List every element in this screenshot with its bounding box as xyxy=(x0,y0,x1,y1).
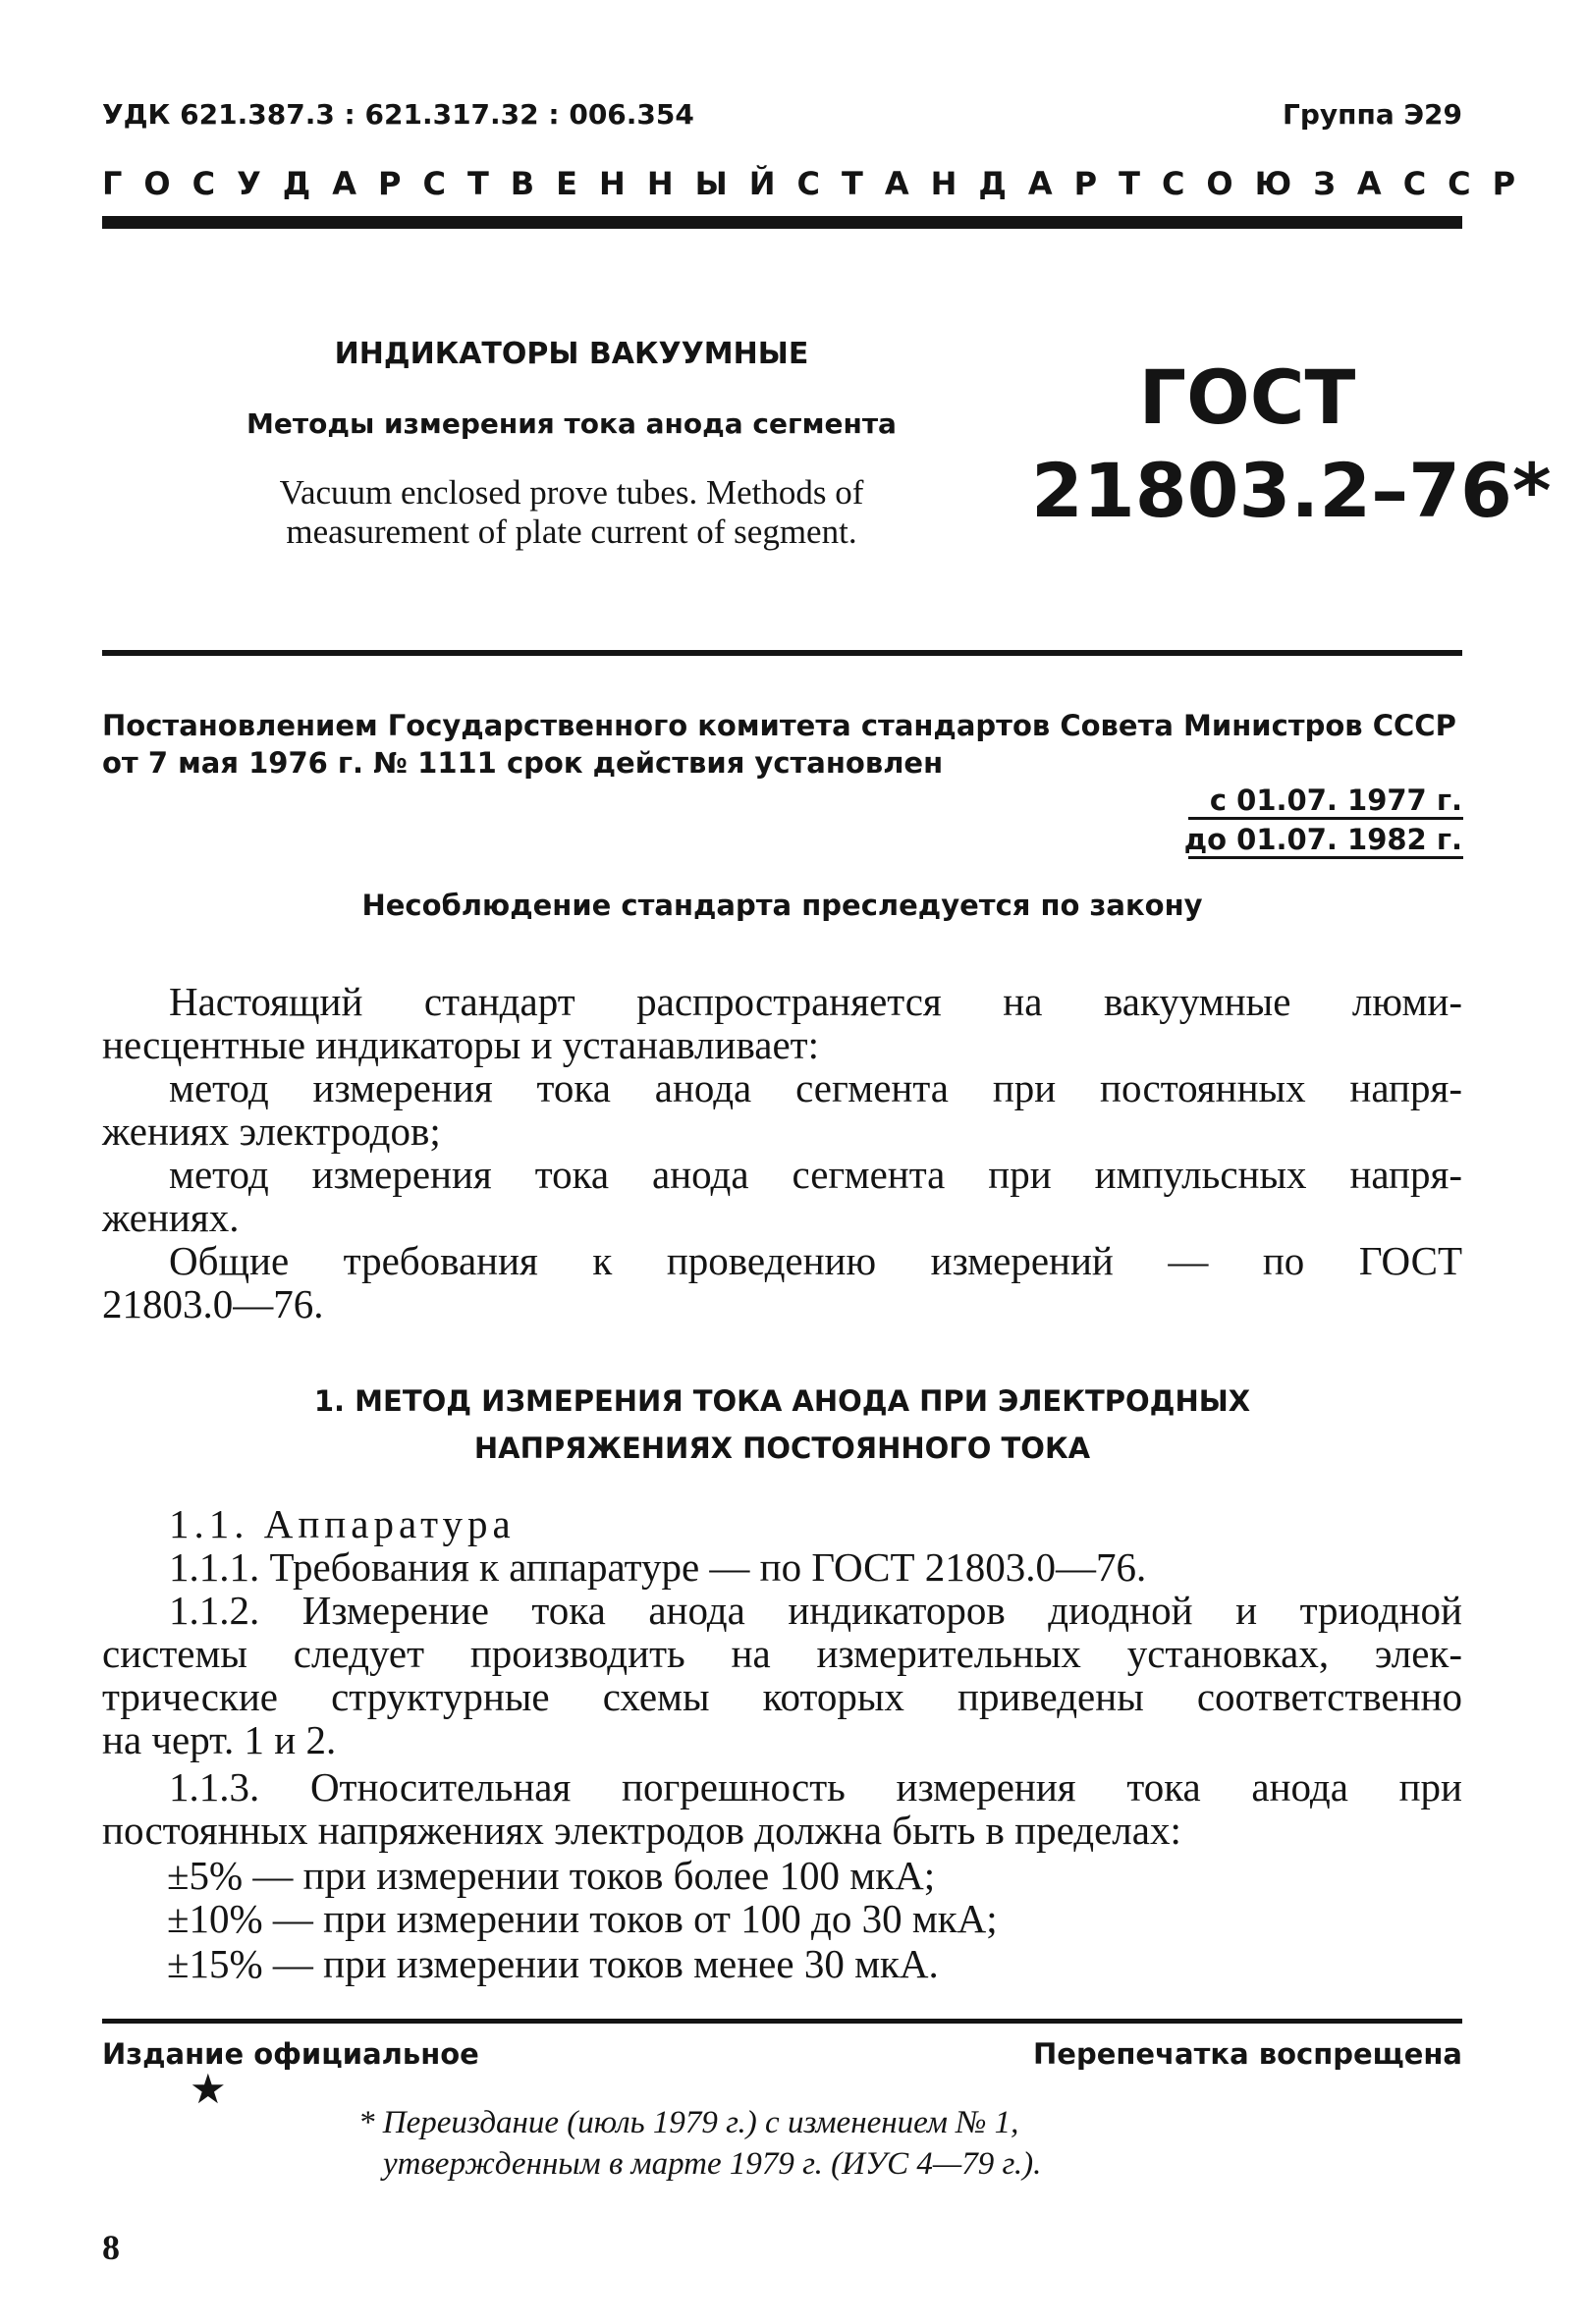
tolerance-item-3: ±15% — при измерении токов менее 30 мкА. xyxy=(167,1941,939,1986)
bottom-divider xyxy=(102,2019,1462,2024)
law-notice: Несоблюдение стандарта преследуется по закону xyxy=(361,889,1203,922)
state-standard-banner xyxy=(102,165,1538,202)
intro-line-4: жениях электродов; xyxy=(102,1108,441,1154)
intro-line-8: 21803.0—76. xyxy=(102,1281,324,1326)
clause-1-1-3-line-2: постоянных напряжениях электродов должна быть в пределах: xyxy=(102,1808,1181,1853)
official-edition-label: Издание официальное xyxy=(102,2037,479,2071)
gost-label: ГОСТ xyxy=(1138,353,1356,441)
intro-line-7: Общие требования к проведению измерений — по ГОСТ xyxy=(169,1238,1462,1283)
decree-line-2: от 7 мая 1976 г. № 1111 срок действия установлен xyxy=(102,746,944,780)
clause-1-1-2-line-3: трические структурные схемы которых приведены соответственно xyxy=(102,1674,1462,1719)
page-number: 8 xyxy=(102,2228,120,2267)
intro-line-5: метод измерения тока анода сегмента при импульсных напря- xyxy=(169,1152,1462,1197)
footnote-line-1: * Переиздание (июль 1979 г.) с изменением № 1, xyxy=(358,2105,1019,2140)
top-divider xyxy=(102,216,1462,229)
banner-word-4: ССР xyxy=(1402,165,1538,202)
banner-word-2: СТАНДАРТ xyxy=(796,165,1162,202)
clause-1-1-2-line-4: на черт. 1 и 2. xyxy=(102,1717,337,1762)
middle-divider xyxy=(102,650,1462,656)
document-subtitle: Методы измерения тока анода сегмента xyxy=(246,407,897,440)
document-title: ИНДИКАТОРЫ ВАКУУМНЫЕ xyxy=(334,337,809,371)
clause-1-1-2-line-2: системы следует производить на измерительных установках, элек- xyxy=(102,1631,1462,1676)
reprint-prohibited-label: Перепечатка воспрещена xyxy=(1033,2037,1462,2071)
clause-1-1: 1.1. Аппаратура xyxy=(169,1501,516,1546)
group-code: Группа Э29 xyxy=(1283,98,1462,131)
clause-1-1-3-line-1: 1.1.3. Относительная погрешность измерения тока анода при xyxy=(169,1764,1462,1810)
valid-to-underline xyxy=(1188,856,1463,859)
section-1-heading-line-1: 1. МЕТОД ИЗМЕРЕНИЯ ТОКА АНОДА ПРИ ЭЛЕКТРОДНЫХ xyxy=(313,1384,1251,1418)
banner-word-1: ГОСУДАРСТВЕННЫЙ xyxy=(102,165,797,202)
udk-code: УДК 621.387.3 : 621.317.32 : 006.354 xyxy=(102,98,694,131)
section-1-heading-line-2: НАПРЯЖЕНИЯХ ПОСТОЯННОГО ТОКА xyxy=(473,1432,1091,1465)
intro-line-2: несцентные индикаторы и устанавливает: xyxy=(102,1022,819,1067)
valid-from-underline xyxy=(1188,817,1463,820)
tolerance-item-2: ±10% — при измерении токов от 100 до 30 мкА; xyxy=(167,1896,998,1941)
clause-1-1-1: 1.1.1. Требования к аппаратуре — по ГОСТ 21803.0—76. xyxy=(169,1544,1147,1590)
intro-line-1: Настоящий стандарт распространяется на вакуумные люми- xyxy=(169,979,1462,1024)
decree-line-1: Постановлением Государственного комитета стандартов Совета Министров СССР xyxy=(102,709,1456,742)
footnote-line-2: утвержденным в марте 1979 г. (ИУС 4—79 г.). xyxy=(383,2146,1042,2182)
intro-line-6: жениях. xyxy=(102,1195,240,1240)
valid-to-date: до 01.07. 1982 г. xyxy=(1183,823,1462,856)
english-title-line-2: measurement of plate current of segment. xyxy=(286,513,857,551)
tolerance-item-1: ±5% — при измерении токов более 100 мкА; xyxy=(167,1853,936,1898)
banner-word-3: СОЮЗА xyxy=(1161,165,1403,202)
clause-1-1-2-line-1: 1.1.2. Измерение тока анода индикаторов диодной и триодной xyxy=(169,1588,1462,1633)
star-icon: ★ xyxy=(190,2068,227,2113)
gost-number: 21803.2–76* xyxy=(1031,447,1552,534)
intro-line-3: метод измерения тока анода сегмента при постоянных напря- xyxy=(169,1065,1462,1110)
english-title-line-1: Vacuum enclosed prove tubes. Methods of xyxy=(279,473,864,512)
valid-from-date: с 01.07. 1977 г. xyxy=(1209,784,1462,817)
